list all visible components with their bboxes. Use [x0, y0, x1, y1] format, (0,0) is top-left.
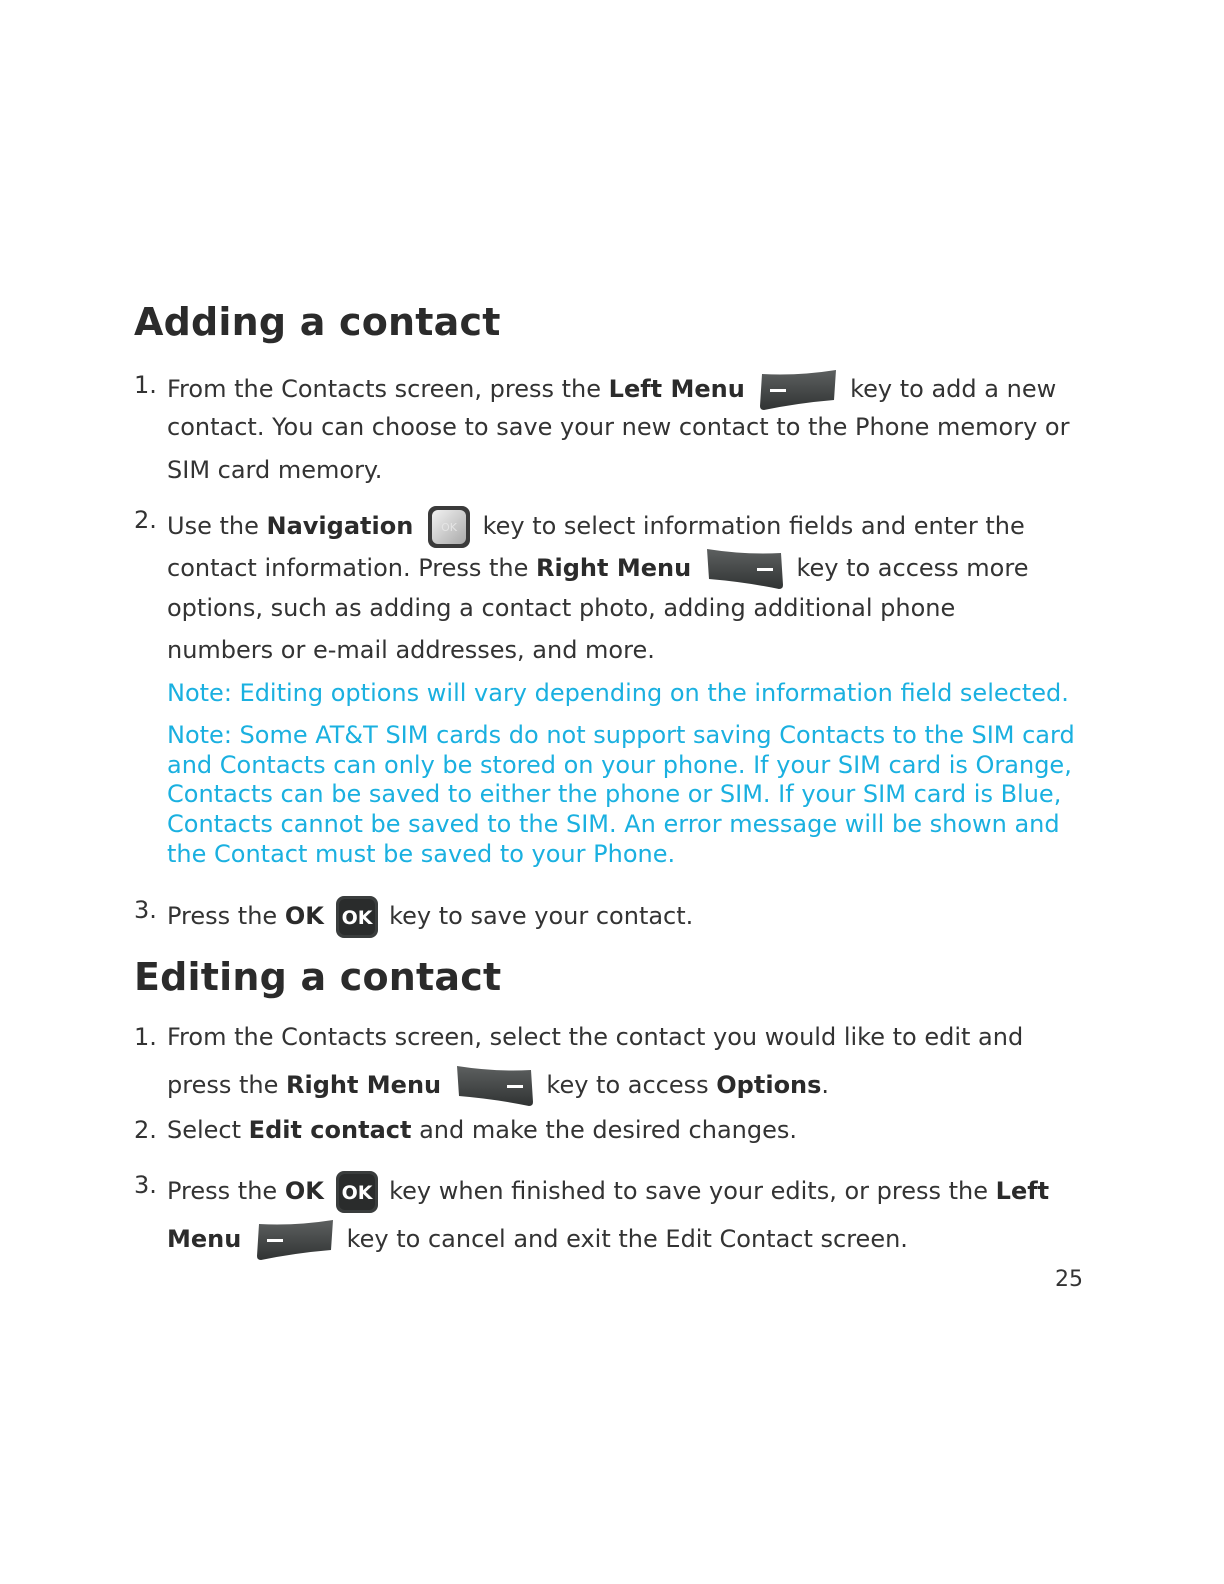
text: and make the desired changes. — [411, 1116, 798, 1144]
note-line: the Contact must be saved to your Phone. — [167, 839, 676, 868]
text: key to access more — [788, 554, 1029, 582]
step-number: 3. — [134, 1171, 157, 1199]
ok-key-icon — [335, 895, 379, 939]
ok-label: OK — [284, 902, 324, 930]
ok-key-icon — [335, 1170, 379, 1214]
left-menu-label: Left Menu — [608, 375, 745, 403]
step-number: 1. — [134, 1023, 157, 1051]
adding-step2-line4: numbers or e-mail addresses, and more. — [167, 636, 655, 664]
left-label: Left — [995, 1177, 1050, 1205]
adding-step3-line1 — [167, 895, 693, 939]
navigation-label: Navigation — [266, 512, 414, 540]
text: . — [821, 1071, 830, 1099]
navigation-key-ok-text: OK — [441, 521, 457, 534]
right-menu-key-icon — [705, 549, 785, 589]
step-number: 2. — [134, 506, 157, 534]
adding-step2-line2 — [167, 549, 1028, 589]
navigation-key-icon — [427, 505, 471, 549]
note-line: and Contacts can only be stored on your phone. If your SIM card is Orange, — [167, 750, 1072, 779]
editing-step3-line2 — [167, 1220, 908, 1260]
adding-step1-line2: contact. You can choose to save your new contact to the Phone memory or — [167, 413, 1070, 441]
left-menu-key-icon — [758, 370, 838, 410]
adding-step2-line1 — [167, 505, 1025, 549]
right-menu-label: Right Menu — [536, 554, 692, 582]
text: key to access — [538, 1071, 717, 1099]
text: key to add a new — [842, 375, 1057, 403]
right-menu-key-icon — [455, 1066, 535, 1106]
text: Select — [167, 1116, 249, 1144]
step-number: 2. — [134, 1116, 157, 1144]
ok-key-text: OK — [342, 907, 373, 929]
text: Press the — [167, 902, 285, 930]
options-label: Options — [716, 1071, 822, 1099]
menu-label: Menu — [167, 1225, 242, 1253]
heading-editing-contact: Editing a contact — [134, 955, 502, 999]
note-editing-options: Note: Editing options will vary depending on the information field selected. — [167, 679, 1069, 707]
edit-contact-label: Edit contact — [248, 1116, 412, 1144]
editing-step3-line1 — [167, 1170, 1049, 1214]
note-sim-cards — [167, 721, 1087, 870]
note-line: Note: Some AT&T SIM cards do not support saving Contacts to the SIM card — [167, 721, 1075, 749]
text: Press the — [167, 1177, 285, 1205]
text: key when finished to save your edits, or press the — [381, 1177, 996, 1205]
text: contact information. Press the — [167, 554, 537, 582]
ok-key-text: OK — [342, 1182, 373, 1204]
text: key to select information fields and enter the — [474, 512, 1025, 540]
page-number: 25 — [1055, 1267, 1083, 1292]
editing-step1-line1: From the Contacts screen, select the contact you would like to edit and — [167, 1023, 1024, 1051]
adding-step1-line3: SIM card memory. — [167, 456, 383, 484]
editing-step2-line1 — [167, 1115, 797, 1145]
text: Use the — [167, 512, 267, 540]
ok-label: OK — [284, 1177, 324, 1205]
heading-adding-contact: Adding a contact — [134, 300, 501, 344]
right-menu-label: Right Menu — [286, 1071, 442, 1099]
step-number: 1. — [134, 371, 157, 399]
step-number: 3. — [134, 896, 157, 924]
adding-step1-line1 — [167, 370, 1056, 410]
adding-step2-line3: options, such as adding a contact photo, adding additional phone — [167, 594, 956, 622]
text: press the — [167, 1071, 286, 1099]
note-line: Contacts cannot be saved to the SIM. An error message will be shown and — [167, 810, 1060, 839]
note-line: Contacts can be saved to either the phone or SIM. If your SIM card is Blue, — [167, 780, 1062, 809]
text: key to cancel and exit the Edit Contact screen. — [338, 1225, 908, 1253]
text: key to save your contact. — [381, 902, 694, 930]
left-menu-key-icon — [255, 1220, 335, 1260]
text: From the Contacts screen, press the — [167, 375, 609, 403]
editing-step1-line2 — [167, 1066, 829, 1106]
